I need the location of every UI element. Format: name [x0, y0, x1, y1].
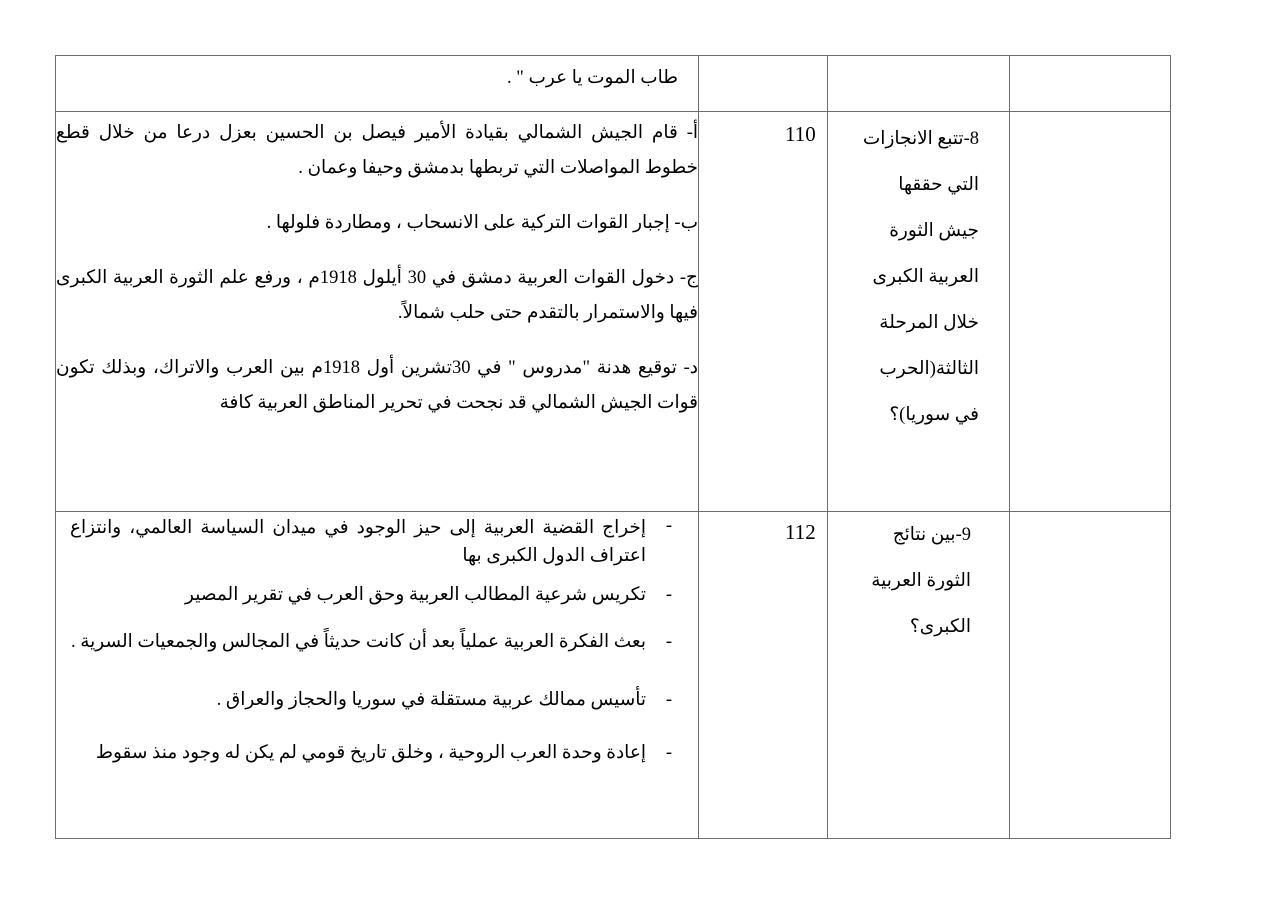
list-item	[70, 581, 698, 609]
blank-cell	[1010, 512, 1171, 839]
page-cell	[699, 112, 828, 512]
table-row-question-8	[56, 112, 1171, 512]
page-number: 110	[785, 122, 816, 146]
answer-item-d: د- توقيع هدنة "مدروس " في 30تشرين أول 1918م بين العرب والاتراك، وبذلك تكون قوات الجيش الشمالي قد نجحت في تحرير المناطق العربية كافة	[56, 358, 699, 413]
question-text: 8-تتبع الانجازات التي حققها جيش الثورة العربية الكبرى خلال المرحلة الثالثة(الحرب في سوريا)؟	[862, 129, 979, 425]
list-item	[70, 739, 698, 767]
answer-cell	[56, 112, 699, 512]
list-item	[70, 686, 698, 714]
list-item	[70, 512, 698, 570]
table-row-question-9	[56, 512, 1171, 839]
question-text: 9-بين نتائج الثورة العربية الكبرى؟	[871, 525, 971, 637]
worksheet-table	[55, 55, 1171, 839]
list-item	[70, 619, 698, 665]
answer-item-a: أ- قام الجيش الشمالي بقيادة الأمير فيصل بن الحسين بعزل درعا من خلال قطع خطوط المواصلات التي تربطها بدمشق وحيفا وعمان .	[56, 123, 698, 178]
list-item-text: إعادة وحدة العرب الروحية ، وخلق تاريخ قومي لم يكن له وجود منذ سقوط	[95, 743, 646, 763]
page-cell	[699, 56, 828, 112]
table-row-top	[56, 56, 1171, 112]
answer-cell	[56, 56, 699, 112]
page-number: 112	[785, 520, 816, 544]
list-item-text: إخراج القضية العربية إلى حيز الوجود في ميدان السياسة العالمي، وانتزاع اعتراف الدول الكبرى بها	[70, 518, 646, 566]
answer-item-c: ج- دخول القوات العربية دمشق في 30 أيلول 1918م ، ورفع علم الثورة العربية الكبرى فيها والاستمرار بالتقدم حتى حلب شمالاً.	[56, 268, 698, 323]
question-cell	[828, 512, 1010, 839]
question-cell	[828, 56, 1010, 112]
bullet-dash: -	[665, 632, 672, 652]
answer-item-b: ب- إجبار القوات التركية على الانسحاب ، ومطاردة فلولها .	[266, 213, 698, 233]
answer-cell	[56, 512, 699, 839]
page-cell	[699, 512, 828, 839]
bullet-dash: -	[665, 585, 672, 605]
bullet-dash: -	[665, 690, 672, 710]
list-item-text: تأسيس ممالك عربية مستقلة في سوريا والحجاز والعراق .	[216, 690, 646, 710]
list-item-text: تكريس شرعية المطالب العربية وحق العرب في تقرير المصير	[185, 585, 646, 605]
question-cell	[828, 112, 1010, 512]
bullet-dash: -	[665, 743, 672, 763]
blank-cell	[1010, 112, 1171, 512]
list-item-text: بعث الفكرة العربية عملياً بعد أن كانت حديثاً في المجالس والجمعيات السرية .	[70, 632, 646, 652]
results-list	[56, 512, 698, 767]
answer-text: طاب الموت يا عرب " .	[507, 68, 678, 88]
bullet-dash: -	[665, 516, 672, 536]
blank-cell	[1010, 56, 1171, 112]
